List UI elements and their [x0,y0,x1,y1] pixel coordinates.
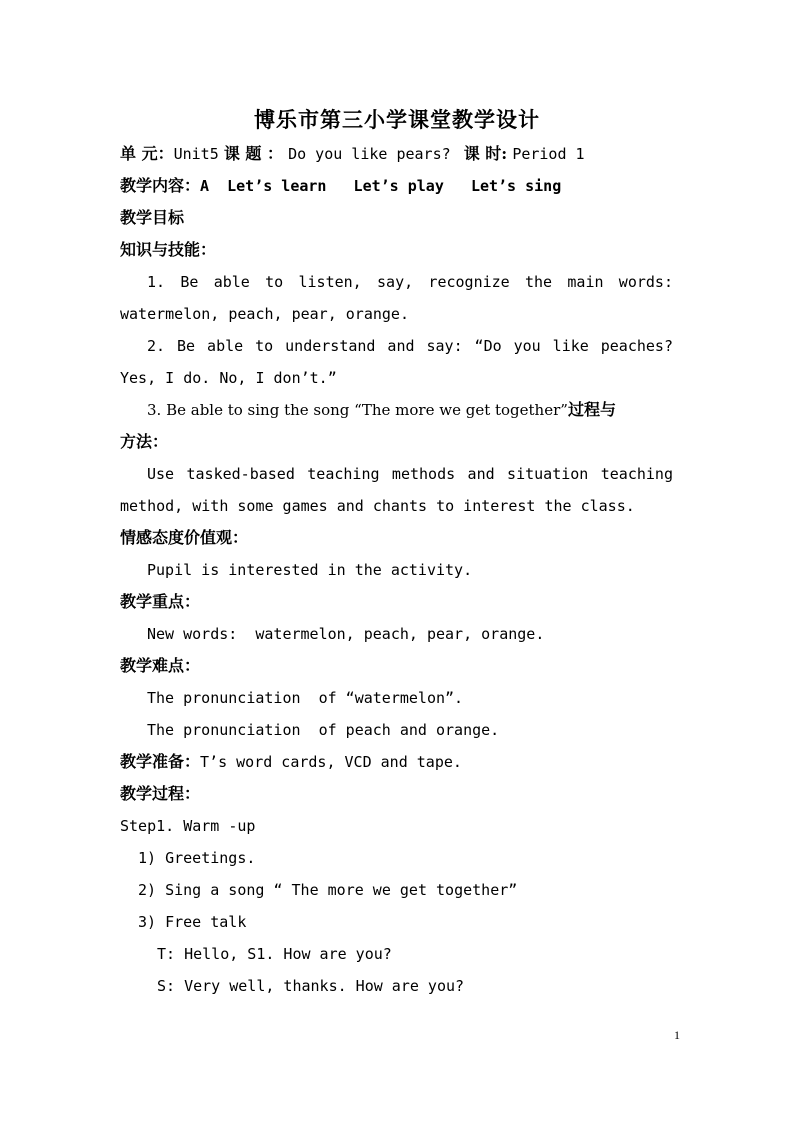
topic-value: Do you like pears? [288,145,451,163]
preparation-value: T’s word cards, VCD and tape. [200,753,462,771]
period-label: 课 时: [463,144,508,163]
period-value: Period 1 [512,145,585,163]
process-heading: 教学过程： [120,784,201,803]
process-heading-part-b: 方法： [120,432,169,451]
objective-3-text: 3. Be able to sing the song “The more we get together” [147,401,568,419]
attitude-heading: 情感态度价值观： [120,528,249,547]
objective-1-line-1: 1. Be able to listen, say, recognize the main words: [147,273,673,291]
header-line [120,138,585,170]
method-line-2: method, with some games and chants to interest the class. [120,497,635,515]
objective-3-line [147,394,616,426]
difficulties-heading: 教学难点： [120,656,201,675]
preparation-label: 教学准备： [120,752,201,771]
attitude-text: Pupil is interested in the activity. [147,561,473,579]
difficulty-line-2: The pronunciation of peach and orange. [147,721,500,739]
method-line-1: Use tasked-based teaching methods and situation teaching [147,465,673,483]
unit-label: 单 元： [120,144,174,163]
key-points-heading: 教学重点： [120,592,201,611]
process-heading-part-a: 过程与 [567,400,616,419]
objective-2-line-2: Yes, I do. No, I don’t.” [120,369,337,387]
knowledge-heading: 知识与技能： [120,240,217,259]
dialog-student: S: Very well, thanks. How are you? [157,977,465,995]
page-number: 1 [674,1028,680,1042]
step-1: Step1. Warm -up [120,817,256,835]
step-1-item-1: 1) Greetings. [138,849,256,867]
page-title: 博乐市第三小学课堂教学设计 [254,107,540,132]
objectives-heading: 教学目标 [120,208,185,227]
step-1-item-2: 2) Sing a song “ The more we get together” [138,881,518,899]
key-points-text: New words: watermelon, peach, pear, orange. [147,625,545,643]
dialog-teacher: T: Hello, S1. How are you? [157,945,392,963]
step-1-item-3: 3) Free talk [138,913,247,931]
objective-2-line-1: 2. Be able to understand and say: “Do you like peaches? [147,337,673,355]
topic-label: 课 题 ： [223,144,283,163]
unit-value: Unit5 [173,145,219,163]
preparation-line [120,746,462,778]
content-line [120,170,561,202]
difficulty-line-1: The pronunciation of “watermelon”. [147,689,464,707]
content-value: A Let’s learn Let’s play Let’s sing [200,177,562,195]
objective-1-line-2: watermelon, peach, pear, orange. [120,305,409,323]
content-label: 教学内容： [120,176,201,195]
